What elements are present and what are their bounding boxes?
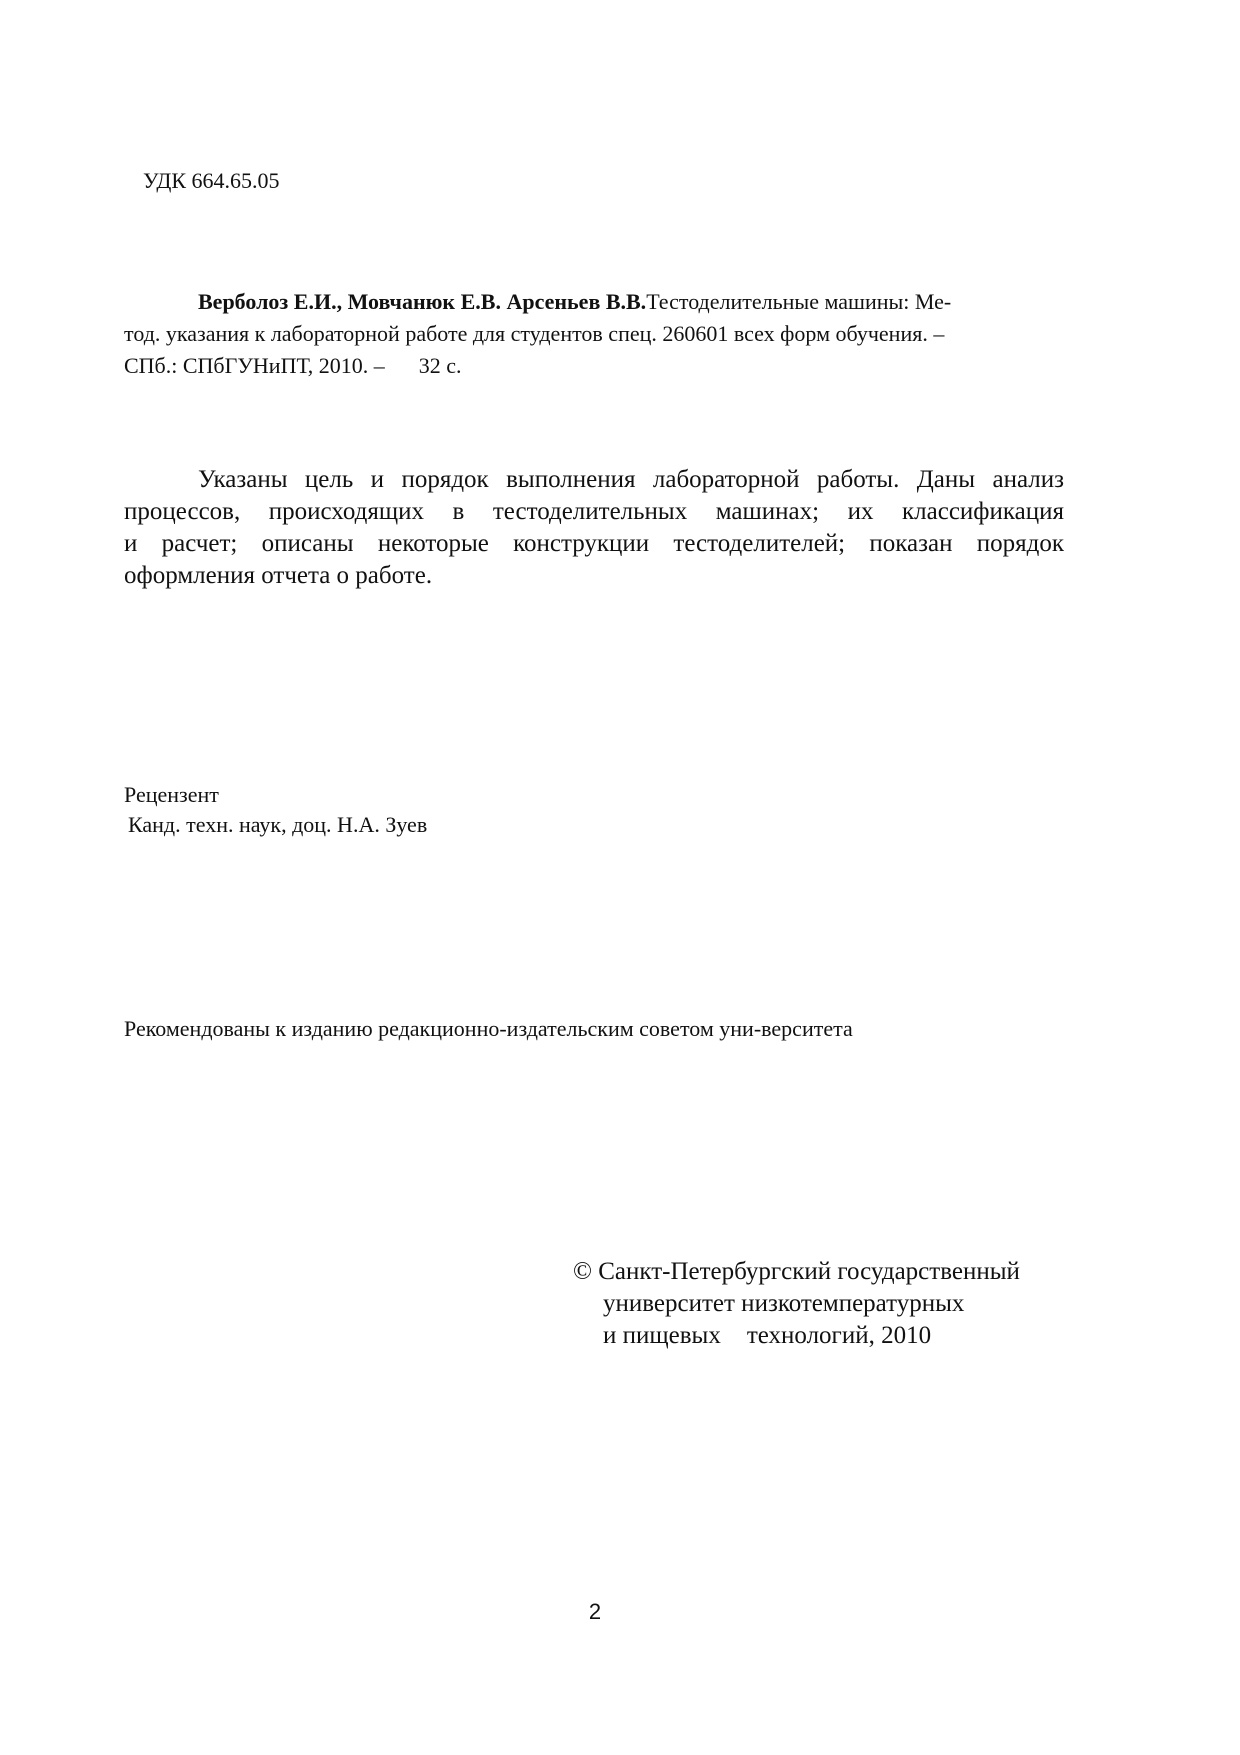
udk-code: УДК 664.65.05 <box>143 168 280 193</box>
copyright-line-3-end: технологий, 2010 <box>746 1322 932 1349</box>
copyright-notice <box>573 1256 1020 1352</box>
abstract-line: и расчет; описаны некоторые конструкции тестоделителей; показан порядок <box>124 530 1064 557</box>
copyright-line-1: © Санкт-Петербургский государственный <box>573 1258 1020 1285</box>
copyright-line-3 <box>573 1320 1020 1352</box>
abstract-line: процессов, происходящих в тестоделительных машинах; их классификация <box>124 498 1064 525</box>
bibliography-publisher: СПб.: СПбГУНиПТ, 2010. – <box>124 353 385 378</box>
page-number: 2 <box>588 1599 602 1624</box>
abstract-line: оформления отчета о работе. <box>124 562 433 589</box>
bibliography-line-3 <box>124 350 1064 382</box>
reviewer-block <box>124 780 427 840</box>
publication-recommendation: Рекомендованы к изданию редакционно-издательским советом уни-верситета <box>124 1016 853 1041</box>
bibliography-line-2: тод. указания к лабораторной работе для студентов спец. 260601 всех форм обучения. – <box>124 321 945 346</box>
bibliographic-description <box>124 286 1064 382</box>
reviewer-name: Канд. техн. наук, доц. Н.А. Зуев <box>128 812 428 837</box>
reviewer-label: Рецензент <box>124 782 219 807</box>
abstract-line: Указаны цель и порядок выполнения лабораторной работы. Даны анализ <box>198 466 1064 493</box>
bibliography-line-1 <box>124 286 1064 318</box>
bibliography-authors: Верболоз Е.И., Мовчанюк Е.В. Арсеньев В.В. <box>198 289 647 314</box>
copyright-line-3-start: и пищевых <box>603 1322 721 1349</box>
bibliography-pages: 32 с. <box>418 353 462 378</box>
abstract <box>124 464 1064 592</box>
bibliography-title-start: Тестоделительные машины: Ме- <box>646 289 952 314</box>
copyright-line-2: университет низкотемпературных <box>603 1290 965 1317</box>
